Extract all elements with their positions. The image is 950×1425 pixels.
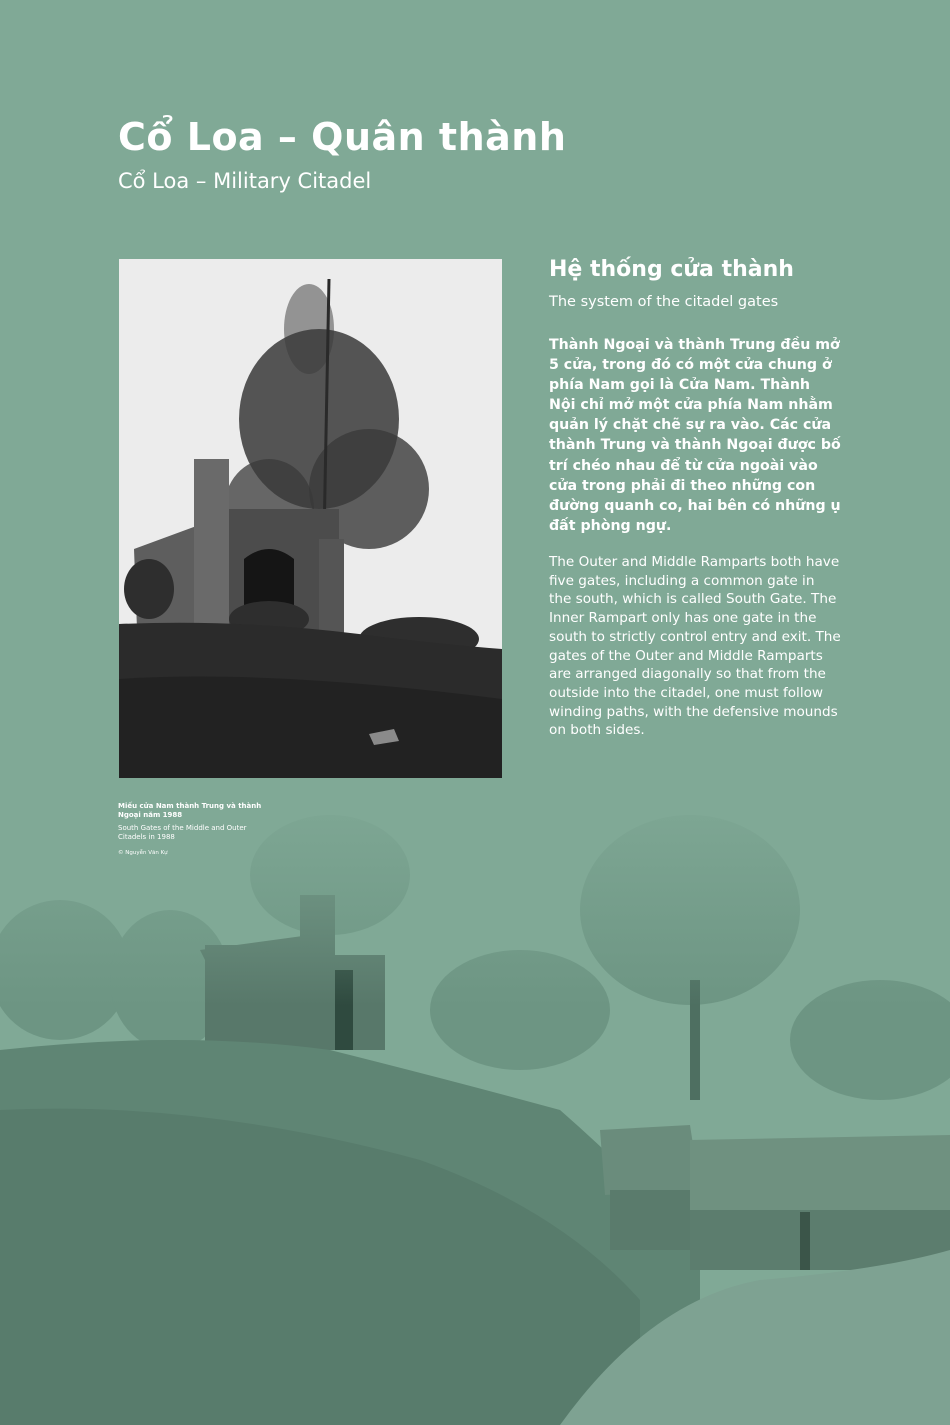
page-subtitle: Cổ Loa – Military Citadel [118,169,372,193]
body-text-english: The Outer and Middle Ramparts both have five gates, including a common gate in the south, which is called South Gate. The Inner Rampart only has one gate in the south to strictly control entry and exit. The gates of the Outer and Middle Ramparts are arranged diagonally so that from the outside into the citadel, one must follow winding paths, with the defensive mounds on both sides. [549,554,841,739]
section-title: Hệ thống cửa thành [549,257,794,282]
background-landscape-photo [0,780,950,1425]
caption-english: South Gates of the Middle and Outer Citadels in 1988 [118,824,247,841]
shrine-photo-illustration [119,259,502,778]
caption-vietnamese: Miếu cửa Nam thành Trung và thành Ngoại năm 1988 [118,802,262,819]
section-subtitle: The system of the citadel gates [549,294,779,310]
photo-credit: © Nguyễn Văn Kự [118,850,168,856]
historic-photo [119,259,502,778]
page-title: Cổ Loa – Quân thành [118,115,567,159]
photo-caption [118,802,268,858]
body-text-vietnamese: Thành Ngoại và thành Trung đều mở 5 cửa, trong đó có một cửa chung ở phía Nam gọi là Cửa Nam. Thành Nội chỉ mở một cửa phía Nam nhằm quản lý chặt chẽ sự ra vào. Các cửa thành Trung và thành Ngoại được bố trí chéo nhau để từ cửa ngoài vào cửa trong phải đi theo những con đường quanh co, hai bên có những ụ đất phòng ngự. [549,337,841,534]
